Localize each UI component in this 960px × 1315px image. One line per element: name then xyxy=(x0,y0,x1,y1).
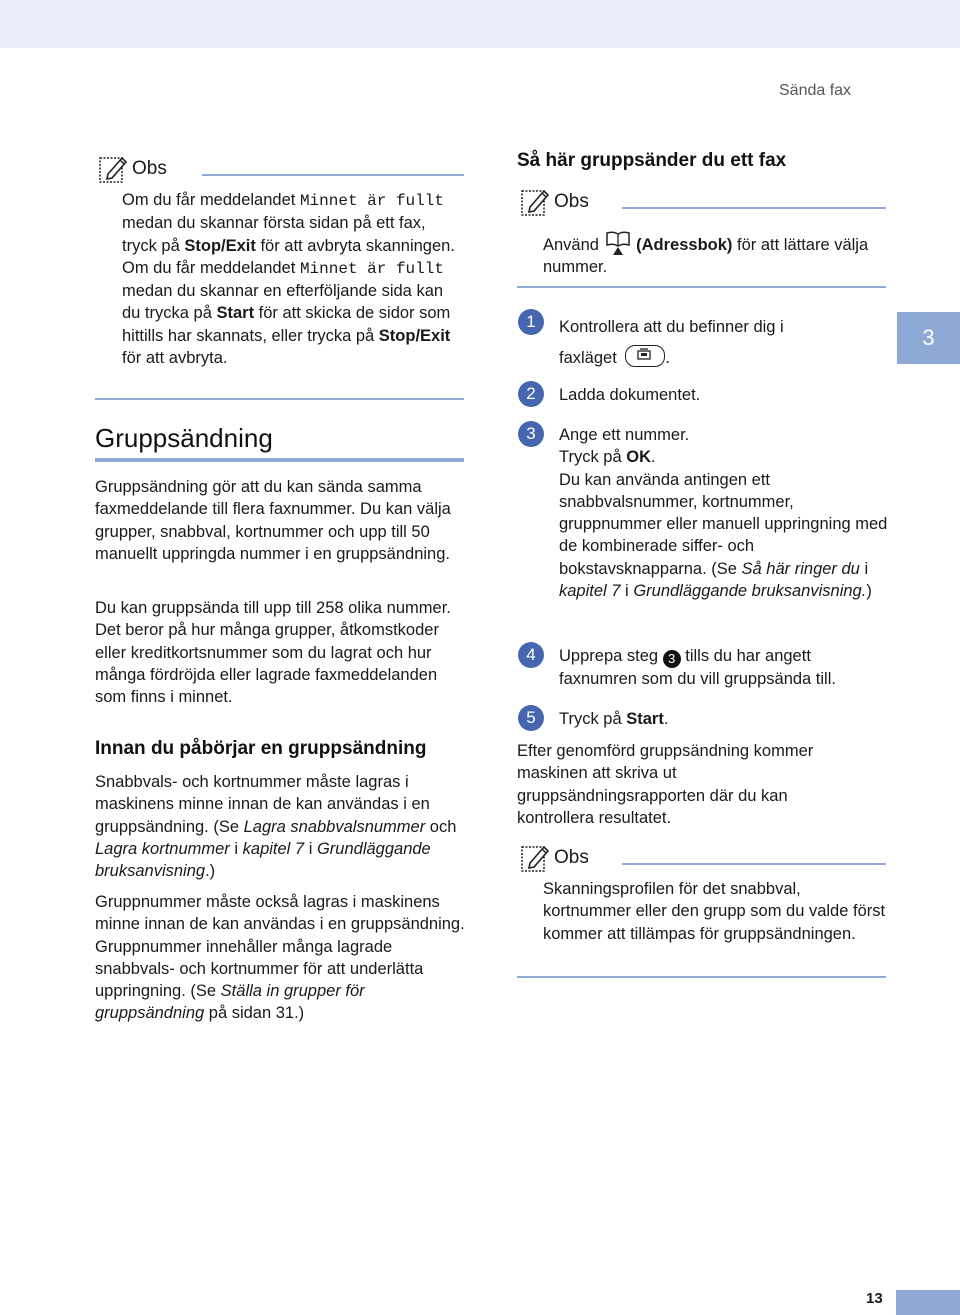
note-label: Obs xyxy=(554,847,589,868)
note-pencil-icon xyxy=(520,843,550,873)
fax-mode-key-icon xyxy=(625,345,665,367)
note-divider xyxy=(202,174,464,176)
note-text: Om du får meddelandet Minnet är fullt medan du skannar första sidan på ett fax, tryck på Stop/Exit för att avbryta skanningen. Om du får meddelandet Minnet är fullt medan du skannar en efterföljande sida kan du trycka på Start för att skicka de sidor som hittills har skannats, eller trycka på Stop/Exit för att avbryta. xyxy=(122,191,455,368)
section-title: Gruppsändning xyxy=(95,423,273,453)
note-end-rule xyxy=(95,398,464,400)
paragraph: Gruppsändning gör att du kan sända samma faxmeddelande till flera faxnummer. Du kan välja grupper, snabbval, kortnummer och upp till 50 manuellt uppringda nummer i en gruppsändning. xyxy=(95,478,451,563)
step-number: 5 xyxy=(518,705,544,731)
step-text: Kontrollera att du befinner dig i faxläget . xyxy=(559,318,784,367)
page-number-bar xyxy=(896,1290,960,1315)
note-text: Skanningsprofilen för det snabbval, kortnummer eller den grupp som du valde först kommer att tillämpas för gruppsändningen. xyxy=(543,880,886,943)
step-number: 1 xyxy=(518,309,544,335)
paragraph: Gruppnummer måste också lagras i maskinens minne innan de kan användas i en gruppsändning. Gruppnummer innehåller många lagrade snabbvals- och kortnummer för att underlätta uppringning. (Se Ställa in grupper för gruppsändning på sidan 31.) xyxy=(95,893,465,1023)
note-pencil-icon xyxy=(98,154,128,184)
chapter-tab: 3 xyxy=(897,312,960,364)
note-end-rule xyxy=(517,976,886,978)
step-number: 3 xyxy=(518,421,544,447)
note-label: Obs xyxy=(132,158,167,179)
note-box xyxy=(520,843,886,875)
step-text: Upprepa steg 3 tills du har angett faxnumren som du vill gruppsända till. xyxy=(559,647,836,688)
step-reference-number: 3 xyxy=(663,650,681,668)
paragraph: Du kan gruppsända till upp till 258 olika nummer. Det beror på hur många grupper, åtkomstkoder eller kreditkortsnummer som du lagrat och hur många fördröjda eller lagrade faxmeddelanden som finns i minnet. xyxy=(95,599,451,707)
procedure-heading: Så här gruppsänder du ett fax xyxy=(517,150,787,171)
note-text: Använd (Adressbok) för att lättare välja nummer. xyxy=(543,230,883,279)
step-text: Tryck på Start. xyxy=(559,710,669,728)
step-number: 4 xyxy=(518,642,544,668)
note-label: Obs xyxy=(554,191,589,212)
paragraph: Efter genomförd gruppsändning kommer maskinen att skriva ut gruppsändningsrapporten där du kan kontrollera resultatet. xyxy=(517,742,814,827)
page-number: 13 xyxy=(866,1290,883,1307)
address-book-icon xyxy=(604,230,632,256)
note-box xyxy=(98,154,464,186)
note-divider xyxy=(622,863,886,865)
step-text: Ladda dokumentet. xyxy=(559,386,701,404)
paragraph: Snabbvals- och kortnummer måste lagras i maskinens minne innan de kan användas i en gruppsändning. (Se Lagra snabbvalsnummer och Lagra kortnummer i kapitel 7 i Grundläggande bruksanvisning.) xyxy=(95,773,457,881)
note-divider xyxy=(622,207,886,209)
step-text: Ange ett nummer. Tryck på OK. Du kan använda antingen ett snabbvalsnummer, kortnummer, gruppnummer eller manuell uppringning med de kombinerade siffer- och bokstavsknapparna. (Se Så här ringer du i kapitel 7 i Grundläggande bruksanvisning.) xyxy=(559,426,888,601)
note-box xyxy=(520,187,886,219)
note-pencil-icon xyxy=(520,187,550,217)
subsection-title: Innan du påbörjar en gruppsändning xyxy=(95,738,427,759)
top-band xyxy=(0,0,960,48)
note-end-rule xyxy=(517,286,886,288)
running-header: Sända fax xyxy=(779,82,852,99)
step-number: 2 xyxy=(518,381,544,407)
section-title-rule xyxy=(95,458,464,462)
